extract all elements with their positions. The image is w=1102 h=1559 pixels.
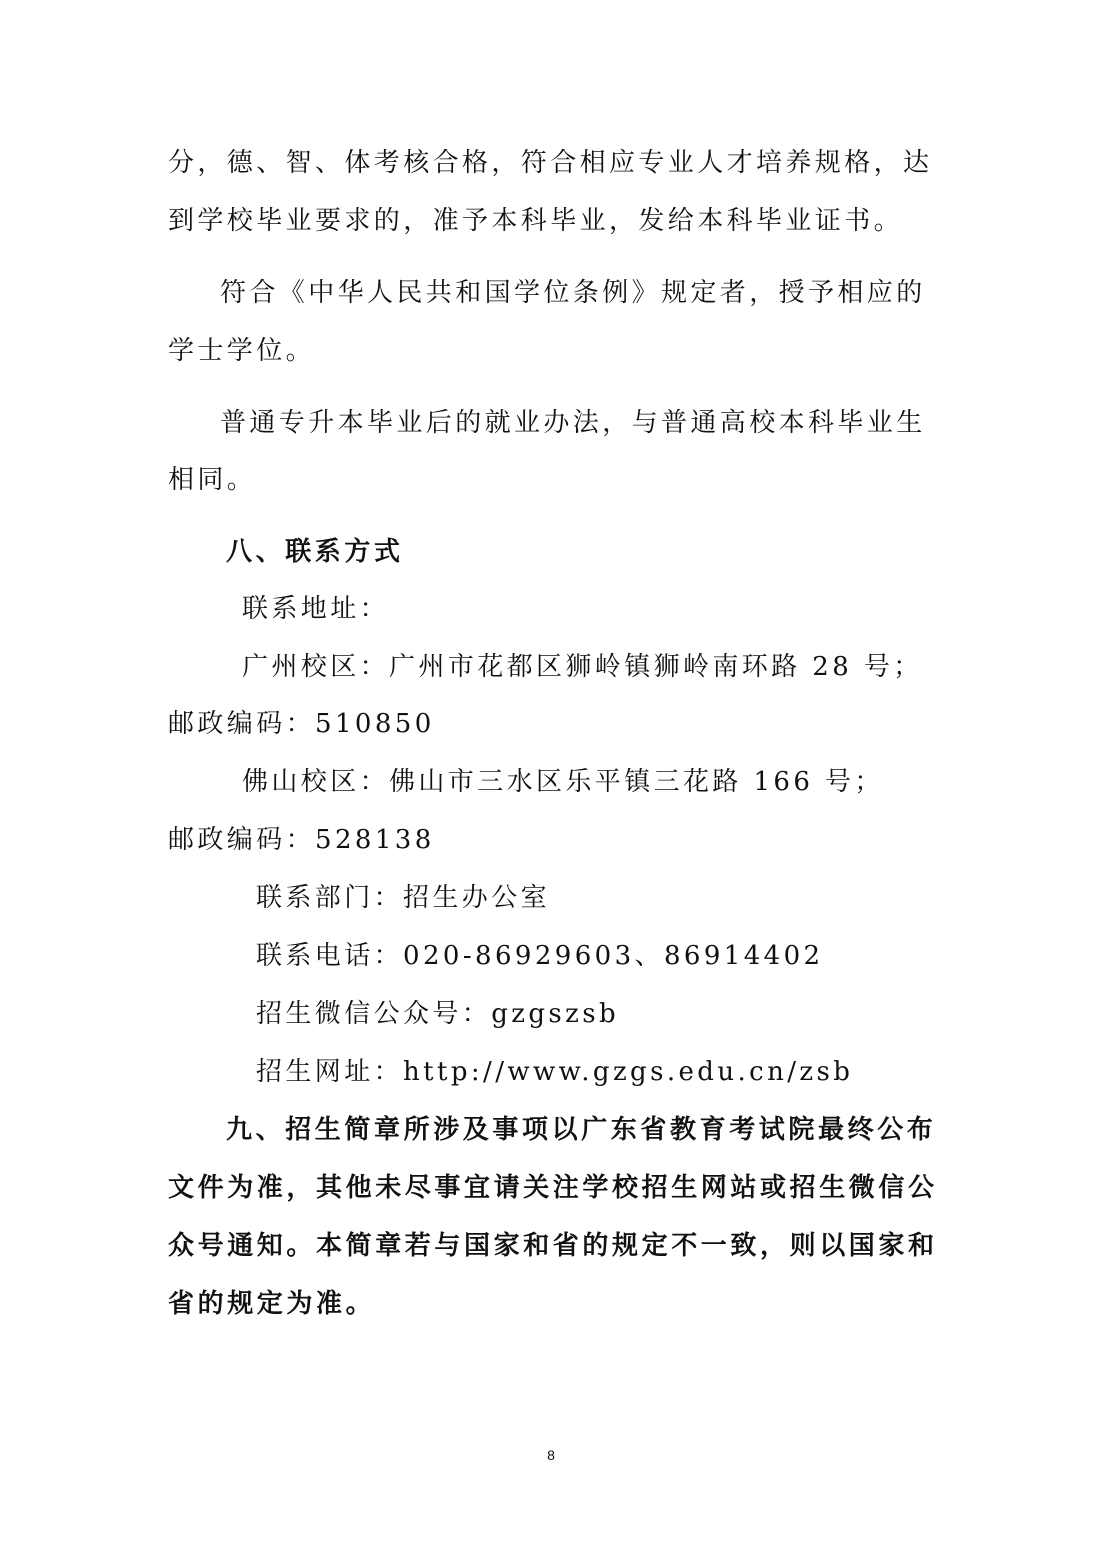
section-8-heading: 八、联系方式: [226, 537, 404, 567]
paragraph-degree-line-2: 学士学位。: [168, 336, 316, 366]
paragraph-graduation-line-2: 到学校毕业要求的，准予本科毕业，发给本科毕业证书。: [168, 206, 904, 236]
section-9-line-4: 省的规定为准。: [168, 1289, 376, 1319]
guangzhou-postcode: 邮政编码：510850: [168, 709, 435, 739]
page-number: 8: [547, 1447, 555, 1463]
section-9-line-1: 九、招生简章所涉及事项以广东省教育考试院最终公布: [226, 1115, 937, 1145]
foshan-postcode: 邮政编码：528138: [168, 825, 435, 855]
contact-address-label: 联系地址：: [242, 594, 390, 624]
guangzhou-campus-address: 广州校区：广州市花都区狮岭镇狮岭南环路 28 号；: [242, 652, 923, 682]
paragraph-employment-line-2: 相同。: [168, 465, 257, 495]
paragraph-graduation-line-1: 分，德、智、体考核合格，符合相应专业人才培养规格，达: [168, 148, 933, 178]
contact-department: 联系部门：招生办公室: [256, 883, 551, 913]
contact-phone: 联系电话：020-86929603、86914402: [256, 941, 824, 971]
admissions-website: 招生网址：http://www.gzgs.edu.cn/zsb: [256, 1057, 854, 1087]
paragraph-degree-line-1: 符合《中华人民共和国学位条例》规定者，授予相应的: [220, 278, 926, 308]
section-9-line-2: 文件为准，其他未尽事宜请关注学校招生网站或招生微信公: [168, 1173, 938, 1203]
paragraph-employment-line-1: 普通专升本毕业后的就业办法，与普通高校本科毕业生: [220, 408, 926, 438]
foshan-campus-address: 佛山校区：佛山市三水区乐平镇三花路 166 号；: [242, 767, 884, 797]
wechat-account: 招生微信公众号：gzgszsb: [256, 999, 620, 1029]
section-9-line-3: 众号通知。本简章若与国家和省的规定不一致，则以国家和: [168, 1231, 938, 1261]
